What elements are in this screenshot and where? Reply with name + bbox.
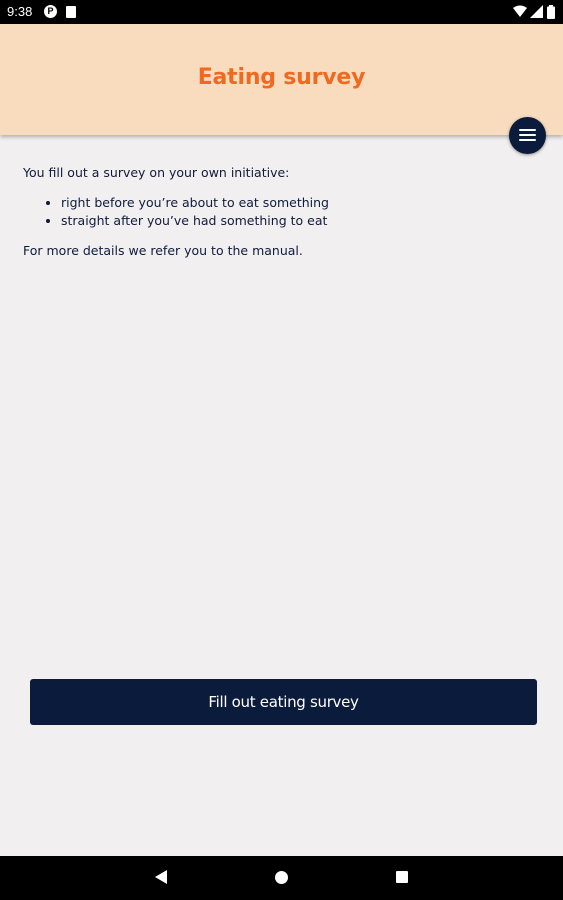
fill-out-survey-button[interactable]: Fill out eating survey [30, 679, 537, 725]
intro-text: You fill out a survey on your own initiative: [23, 165, 290, 180]
navigation-bar [0, 856, 563, 900]
wifi-icon [513, 5, 527, 18]
signal-icon [530, 5, 543, 18]
page-title: Eating survey [197, 65, 366, 90]
recents-icon[interactable] [396, 871, 408, 883]
manual-reference-text: For more details we refer you to the manual. [23, 243, 303, 258]
hamburger-menu-icon [519, 129, 536, 142]
back-icon[interactable] [155, 870, 167, 884]
list-item: • right before you’re about to eat something [61, 194, 523, 212]
status-bar [0, 0, 563, 24]
app-header [0, 24, 563, 135]
survey-instructions [23, 164, 523, 260]
home-icon[interactable] [275, 871, 288, 884]
p-notification-icon: P [44, 5, 57, 18]
menu-button[interactable] [509, 117, 546, 154]
battery-icon [547, 5, 555, 19]
bullet-list [23, 194, 523, 230]
sd-card-icon [66, 6, 76, 18]
status-time: 9:38 [7, 4, 33, 19]
list-item: • straight after you’ve had something to eat [61, 212, 523, 230]
